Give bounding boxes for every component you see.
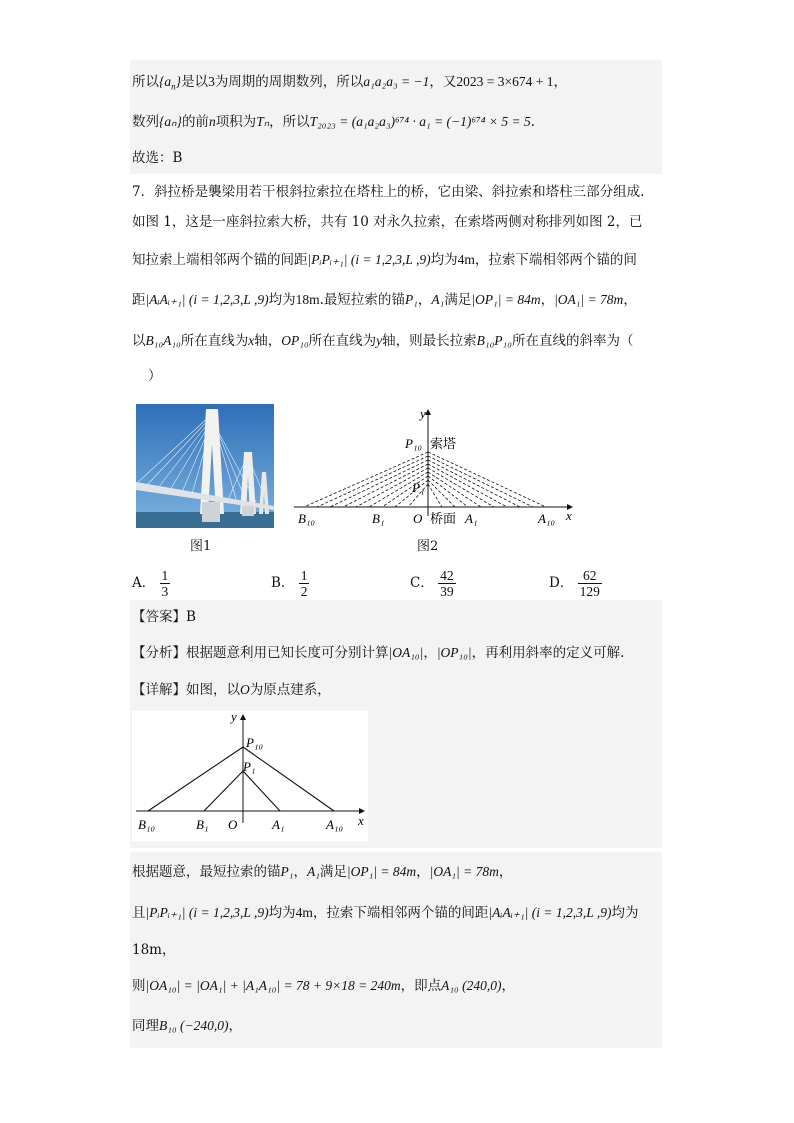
text: ， — [540, 292, 555, 308]
analysis-line — [132, 643, 624, 663]
option-letter: D． — [549, 575, 574, 591]
math: O — [240, 682, 250, 697]
p10-label: P₁₀ — [246, 735, 263, 750]
math: A₁ — [431, 292, 445, 307]
text: ， — [623, 292, 637, 308]
text: 项积为 — [215, 114, 257, 130]
denominator: 39 — [440, 584, 454, 599]
math: |OA₁₀| — [388, 645, 424, 660]
text: 所在直线的斜率为（ — [511, 333, 634, 349]
text: ， — [423, 645, 437, 661]
a1-label: A₁ — [272, 817, 285, 832]
math: |OP₁₀| — [436, 645, 472, 660]
denominator: 3 — [161, 584, 169, 599]
text: 距 — [132, 292, 146, 308]
question-7-line-3 — [132, 250, 637, 270]
math: 2023 = 3×674 + 1 — [456, 74, 554, 89]
math: P₁ — [280, 864, 294, 879]
text: ，所以 — [269, 114, 310, 130]
x-axis-label: x — [566, 508, 572, 523]
math: |AᵢAᵢ₊₁| (i = 1,2,3,L ,9) — [488, 905, 612, 920]
math: {aₙ} — [159, 114, 182, 129]
math: A₁₀ (240,0) — [441, 978, 502, 993]
text: ， — [417, 292, 432, 308]
detail-line-5 — [132, 1016, 242, 1036]
fraction — [438, 568, 456, 599]
text: 则 — [132, 978, 146, 994]
text: 为周期的周期数列，所以 — [214, 74, 364, 90]
solution-line-2 — [132, 112, 535, 132]
origin-label: O — [228, 817, 238, 832]
text: ，即点 — [400, 978, 442, 994]
math: B₁₀ (−240,0) — [159, 1018, 229, 1033]
math: n — [208, 114, 216, 129]
text: 数列 — [132, 114, 159, 130]
math: T₂₀₂₃ = (a₁a₂a₃)⁶⁷⁴ · a₁ = (−1)⁶⁷⁴ × 5 = 5 — [309, 114, 531, 129]
text: ，又 — [429, 74, 457, 90]
a10-label: A₁₀ — [326, 817, 343, 832]
math: |OA₁₀| = |OA₁| + |A₁A₁₀| = 78 + 9×18 = 240m — [145, 978, 401, 993]
figure-3-diagram — [132, 711, 368, 841]
text: ， — [501, 978, 515, 994]
question-7-line-5 — [132, 331, 633, 351]
b10-label: B₁₀ — [138, 817, 155, 832]
choice-line: 故选：B — [132, 150, 183, 166]
option-letter: B． — [271, 575, 295, 591]
text: 满足 — [444, 292, 472, 308]
fraction — [160, 568, 171, 599]
text: 且 — [132, 905, 146, 921]
math: 4m — [457, 252, 475, 267]
numerator: 1 — [300, 568, 308, 583]
option-c[interactable] — [410, 568, 456, 599]
option-letter: A． — [132, 575, 156, 591]
b1-label: B₁ — [196, 817, 209, 832]
question-7-line-4 — [132, 290, 637, 310]
math: OP₁₀ — [281, 333, 309, 348]
math: 18m — [295, 292, 320, 307]
math: |PᵢPᵢ₊₁| (i = 1,2,3,L ,9) — [145, 905, 269, 920]
math: |PᵢPᵢ₊₁| (i = 1,2,3,L ,9) — [307, 252, 431, 267]
detail-line — [132, 680, 331, 700]
math: |AᵢAᵢ₊₁| (i = 1,2,3,L ,9) — [145, 292, 269, 307]
math: x — [248, 333, 255, 348]
text: 为原点建系， — [249, 682, 331, 698]
solution-line-1 — [132, 72, 567, 97]
detail-line-4 — [132, 976, 515, 996]
math: y — [376, 333, 383, 348]
deck-label: 桥面 — [430, 511, 457, 526]
text: . — [530, 114, 535, 130]
detail-line-1 — [132, 862, 512, 882]
math: |OP₁| = 84m — [471, 292, 541, 307]
figure-1-caption: 图1 — [190, 539, 212, 554]
math: a₁a₂a₃ = −1 — [363, 74, 430, 89]
question-7-line-2: 如图 1，这是一座斜拉索大桥，共有 10 对永久拉索，在索塔两侧对称排列如图 2，已 — [132, 214, 643, 230]
p10-label: P₁₀ — [405, 436, 422, 451]
text: 轴， — [254, 333, 282, 349]
figure-2-caption: 图2 — [417, 539, 439, 554]
a10-label: A₁₀ — [538, 511, 555, 526]
option-d[interactable] — [549, 568, 602, 599]
text: 所在直线为 — [180, 333, 249, 349]
text: 【分析】根据题意利用已知长度可分别计算 — [132, 645, 389, 661]
math: |OP₁| = 84m — [346, 864, 417, 879]
tower-label: 索塔 — [430, 436, 457, 451]
text: 轴，则最长拉索 — [382, 333, 477, 349]
fraction — [299, 568, 310, 599]
detail-line-2 — [132, 903, 639, 923]
text: 【详解】如图，以 — [132, 682, 240, 698]
denominator: 129 — [579, 584, 600, 599]
text: ， — [293, 864, 307, 880]
text: 以 — [132, 333, 146, 349]
numerator: 62 — [578, 568, 602, 584]
text: ，拉索下端相邻两个锚的间 — [474, 252, 637, 268]
y-axis-label: y — [420, 406, 426, 421]
text: 所在直线为 — [308, 333, 377, 349]
a1-label: A₁ — [465, 511, 478, 526]
text: ，拉索下端相邻两个锚的间距 — [312, 905, 489, 921]
text: 均为 — [430, 252, 458, 268]
text: 满足 — [319, 864, 347, 880]
math: Tₙ — [256, 114, 270, 129]
fraction — [578, 568, 602, 599]
figure-2-diagram — [290, 404, 590, 528]
number: 3 — [208, 74, 215, 89]
p1-label: P₁ — [243, 759, 256, 774]
text: 均为 — [268, 292, 296, 308]
b1-label: B₁ — [372, 511, 385, 526]
numerator: 42 — [440, 568, 454, 583]
text: ， — [553, 74, 567, 90]
option-b[interactable] — [271, 568, 309, 599]
text: 所以 — [132, 74, 159, 90]
text: .最短拉索的锚 — [319, 292, 405, 308]
answer-line: 【答案】B — [132, 609, 196, 625]
text: ， — [228, 1018, 242, 1034]
math: |OA₁| = 78m — [554, 292, 624, 307]
math: A₁ — [306, 864, 320, 879]
text: 均为 — [611, 905, 639, 921]
question-7-line-6: ） — [148, 368, 162, 384]
option-letter: C． — [410, 575, 434, 591]
option-a[interactable] — [132, 568, 170, 599]
math: B₁₀A₁₀ — [145, 333, 181, 348]
math: |OA₁| = 78m — [429, 864, 499, 879]
numerator: 1 — [161, 568, 169, 583]
text: 是以 — [181, 74, 209, 90]
text: 的前 — [181, 114, 209, 130]
text: 知拉索上端相邻两个锚的间距 — [132, 252, 308, 268]
p1-label: P₁ — [412, 480, 425, 495]
text: 同理 — [132, 1018, 159, 1034]
b10-label: B₁₀ — [298, 511, 315, 526]
bridge-photo — [136, 404, 274, 528]
question-7-line-1: 7．斜拉桥是襲梁用若干根斜拉索拉在塔柱上的桥，它由梁、斜拉索和塔柱三部分组成. — [132, 184, 645, 200]
text: ，再利用斜率的定义可解. — [471, 645, 625, 661]
text: 均为 — [268, 905, 296, 921]
math: P₁ — [404, 292, 418, 307]
math: 4m — [295, 905, 313, 920]
math: B₁₀P₁₀ — [476, 333, 512, 348]
origin-label: O — [413, 511, 423, 526]
denominator: 2 — [300, 584, 308, 599]
detail-line-3: 18m， — [132, 942, 176, 958]
text: ， — [498, 864, 513, 880]
math: $\{a_n\}$ — [159, 74, 182, 92]
x-axis-label: x — [358, 813, 364, 828]
text: 根据题意，最短拉索的锚 — [132, 864, 281, 880]
y-axis-label: y — [231, 711, 237, 724]
text: ， — [416, 864, 430, 880]
